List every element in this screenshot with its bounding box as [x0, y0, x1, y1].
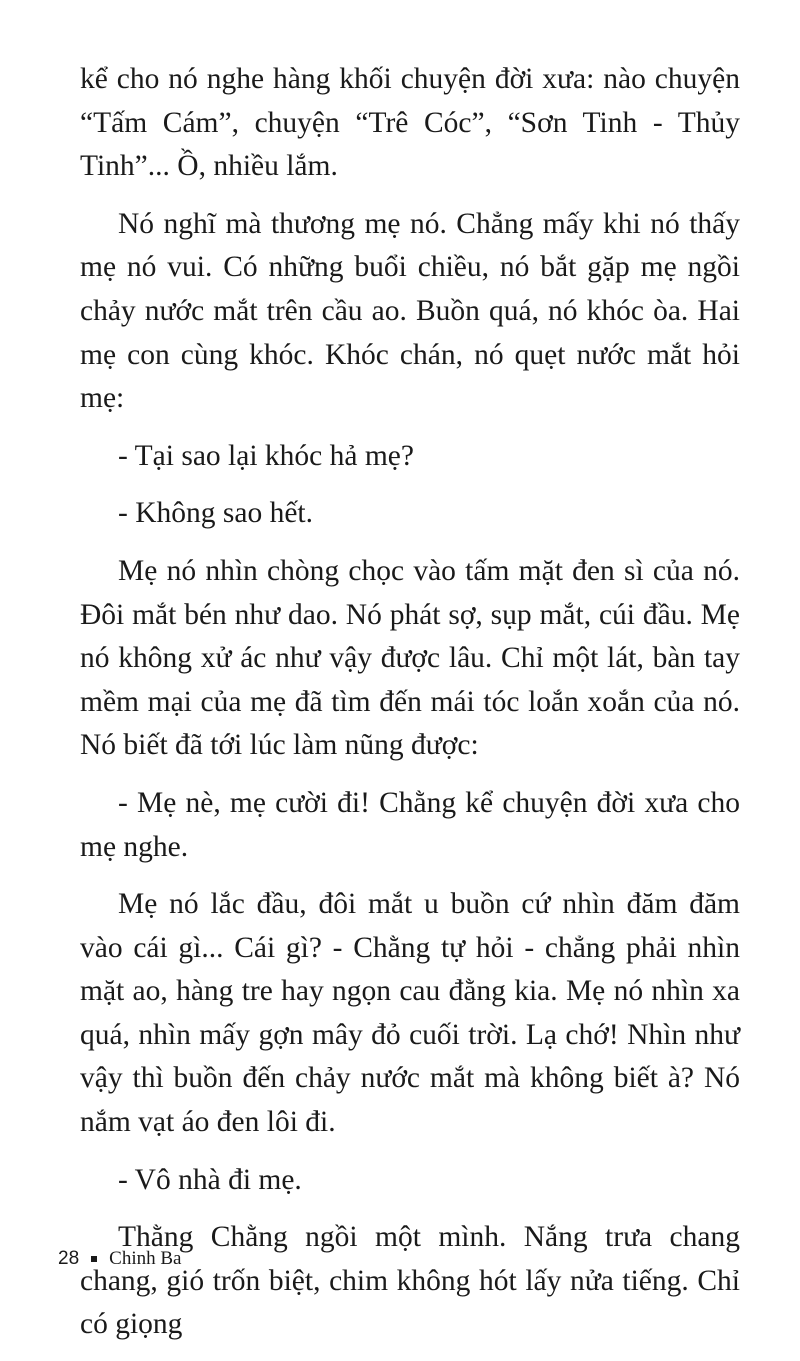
paragraph-4: Mẹ nó lắc đầu, đôi mắt u buồn cứ nhìn đăm đăm vào cái gì... Cái gì? - Chằng tự hỏi - chẳng phải nhìn mặt ao, hàng tre hay ngọn cau đằng kia. Mẹ nó nhìn xa quá, nhìn mấy gợn mây đỏ cuối trời. Lạ chớ! Nhìn như vậy thì buồn đến chảy nước mắt mà không biết à? Nó nắm vạt áo đen lôi đi.	[80, 888, 740, 1139]
bullet-separator-icon	[91, 1256, 97, 1262]
page-footer	[58, 1248, 181, 1270]
page-number: 28	[58, 1248, 80, 1269]
paragraph-3: Mẹ nó nhìn chòng chọc vào tấm mặt đen sì của nó. Đôi mắt bén như dao. Nó phát sợ, sụp mắt, cúi đầu. Mẹ nó không xử ác như vậy được lâu. Chỉ một lát, bàn tay mềm mại của mẹ đã tìm đến mái tóc loắn xoắn của nó. Nó biết đã tới lúc làm nũng được:	[80, 554, 740, 762]
body-text	[80, 58, 740, 1361]
dialog-line-4: - Vô nhà đi mẹ.	[118, 1163, 302, 1196]
dialog-line-1: - Tại sao lại khóc hả mẹ?	[118, 439, 414, 472]
paragraph-5: Thằng Chằng ngồi một mình. Nắng trưa chang chang, gió trốn biệt, chim không hót lấy nửa tiếng. Chỉ có giọng	[80, 1221, 740, 1341]
author-name: Chinh Ba	[109, 1248, 182, 1269]
paragraph-1: kể cho nó nghe hàng khối chuyện đời xưa: nào chuyện “Tấm Cám”, chuyện “Trê Cóc”, “Sơn Tinh - Thủy Tinh”... Ồ, nhiều lắm.	[80, 63, 740, 183]
dialog-line-3: - Mẹ nè, mẹ cười đi! Chằng kể chuyện đời xưa cho mẹ nghe.	[80, 786, 740, 863]
paragraph-2: Nó nghĩ mà thương mẹ nó. Chẳng mấy khi nó thấy mẹ nó vui. Có những buổi chiều, nó bắt gặp mẹ ngồi chảy nước mắt trên cầu ao. Buồn quá, nó khóc òa. Hai mẹ con cùng khóc. Khóc chán, nó quẹt nước mắt hỏi mẹ:	[80, 207, 740, 415]
dialog-line-2: - Không sao hết.	[118, 497, 313, 530]
